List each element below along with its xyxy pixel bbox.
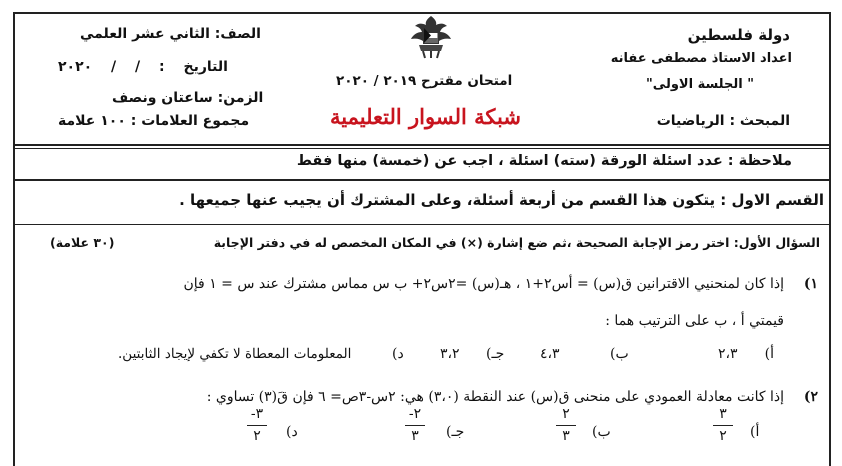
fraction-denominator: ٢ bbox=[253, 428, 261, 444]
option-label: د) bbox=[286, 424, 298, 440]
palestine-emblem-icon bbox=[407, 14, 455, 60]
fraction-bar bbox=[247, 425, 267, 426]
country-name: دولة فلسطين bbox=[687, 26, 790, 44]
option-label: جـ) bbox=[446, 424, 465, 440]
option-value: ٣،٢ bbox=[440, 346, 460, 362]
fraction-denominator: ٢ bbox=[719, 428, 727, 444]
note-divider bbox=[13, 179, 829, 181]
option-value: ٢،٣ bbox=[718, 346, 738, 362]
option-label: أ) bbox=[764, 346, 774, 362]
section-one-text: القسم الاول : يتكون هذا القسم من أربعة أسئلة، وعلى المشترك أن يجيب عنها جميعها . bbox=[179, 191, 824, 209]
header-divider bbox=[13, 144, 829, 146]
total-marks-label: مجموع العلامات : ١٠٠ علامة bbox=[58, 113, 250, 129]
prepared-by: اعداد الاستاذ مصطفى عفانه bbox=[610, 51, 792, 66]
fraction-numerator: -٣ bbox=[250, 406, 264, 422]
session-label: " الجلسة الاولى" bbox=[646, 77, 754, 92]
item-text-line: قيمتي أ ، ب على الترتيب هما : bbox=[605, 313, 784, 329]
date-label: التاريخ : / / ٢٠٢٠ bbox=[58, 59, 228, 75]
fraction-denominator: ٣ bbox=[562, 428, 570, 444]
section-divider bbox=[13, 224, 829, 225]
option-label: ب) bbox=[592, 424, 611, 440]
question-one-heading: السؤال الأول: اختر رمز الإجابة الصحيحة ،ثم ضع إشارة (×) في المكان المخصص له في دفتر الإجابة bbox=[213, 235, 820, 250]
option-label: أ) bbox=[750, 424, 760, 440]
fraction-bar bbox=[405, 425, 425, 426]
question-one-marks: (٣٠ علامة) bbox=[50, 235, 115, 250]
fraction bbox=[710, 406, 736, 445]
option-label: د) bbox=[392, 346, 404, 362]
network-title: شبكة السوار التعليمية bbox=[330, 104, 521, 129]
grade-label: الصف: الثاني عشر العلمي bbox=[80, 26, 261, 42]
item-number: ١) bbox=[803, 276, 818, 292]
note-text: ملاحظة : عدد اسئلة الورقة (سته) اسئلة ، اجب عن (خمسة) منها فقط bbox=[296, 153, 792, 169]
fraction-bar bbox=[556, 425, 576, 426]
option-value: المعلومات المعطاة لا تكفي لإيجاد الثابتين. bbox=[118, 346, 352, 362]
option-label: ب) bbox=[610, 346, 629, 362]
item-number: ٢) bbox=[803, 389, 818, 405]
fraction-numerator: ٣ bbox=[719, 406, 727, 422]
header-divider-inner bbox=[13, 148, 829, 149]
fraction-numerator: ٢ bbox=[562, 406, 570, 422]
time-label: الزمن: ساعتان ونصف bbox=[112, 90, 264, 106]
item-text-line: إذا كان لمنحنيي الاقترانين ق(س) = أس٢+١ ، هـ(س) =٢س٢+ ب س مماس مشترك عند س = ١ فإن bbox=[183, 276, 784, 292]
option-label: جـ) bbox=[486, 346, 505, 362]
subject-label: المبحث : الرياضيات bbox=[656, 113, 790, 129]
fraction bbox=[244, 406, 270, 445]
option-value: ٤،٣ bbox=[540, 346, 560, 362]
fraction-denominator: ٣ bbox=[411, 428, 419, 444]
fraction bbox=[553, 406, 579, 445]
fraction-bar bbox=[713, 425, 733, 426]
fraction-numerator: -٢ bbox=[408, 406, 422, 422]
exam-title: امتحان مقترح ٢٠١٩ / ٢٠٢٠ bbox=[336, 73, 513, 89]
item-text-line: إذا كانت معادلة العمودي على منحنى ق(س) عند النقطة (٣،٠) هي: ٢س-٣ص= ٦ فإن قَ(٣) تساوي : bbox=[206, 389, 784, 405]
fraction bbox=[402, 406, 428, 445]
